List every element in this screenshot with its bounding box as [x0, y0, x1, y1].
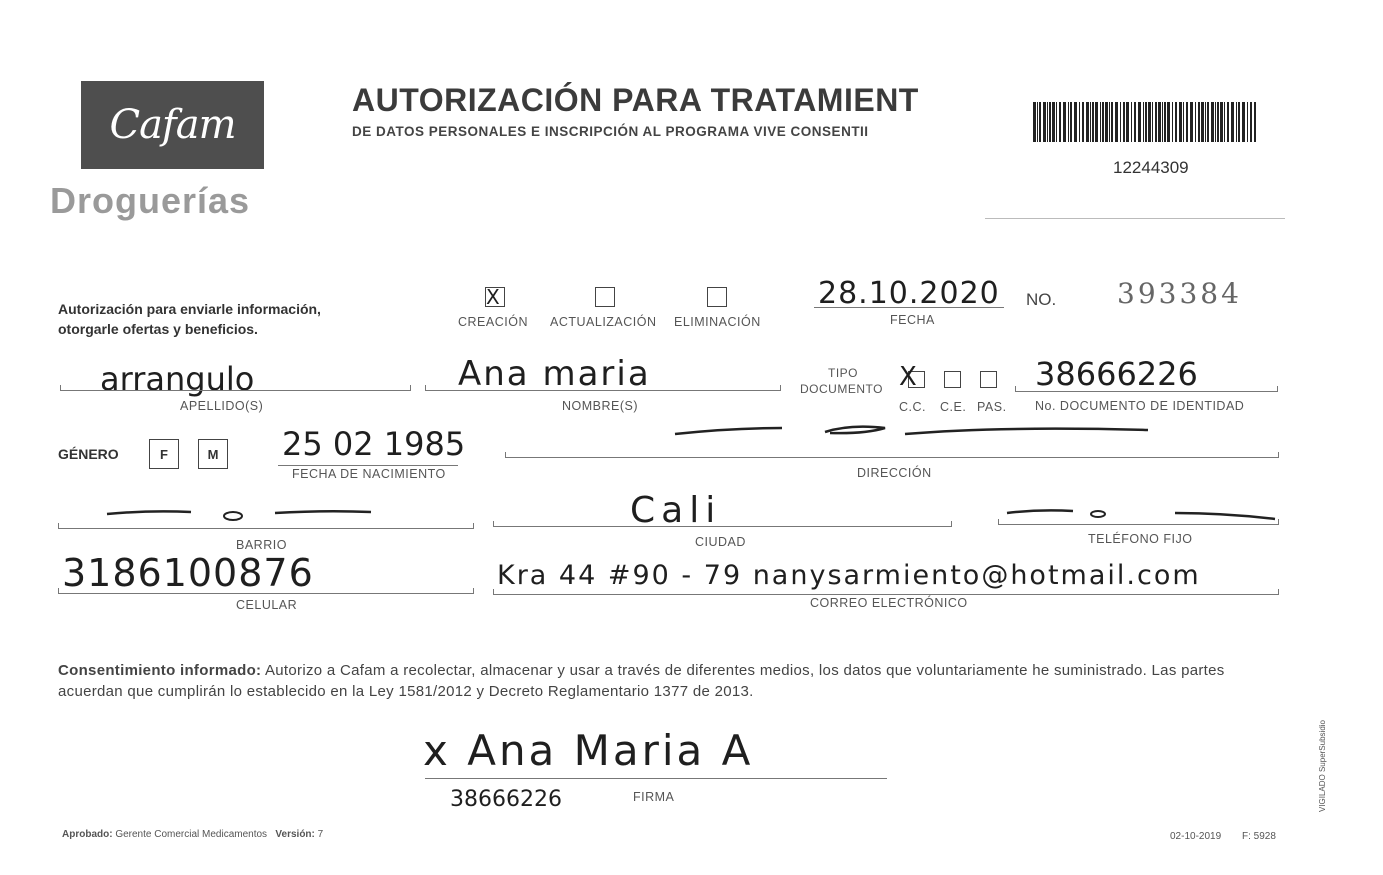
- no-label: NO.: [1026, 290, 1057, 309]
- auth-label-line2: otorgarle ofertas y beneficios.: [58, 321, 258, 337]
- fecha-line: [814, 307, 1004, 308]
- apellido-label: APELLIDO(S): [180, 399, 264, 413]
- barcode-bar: [1111, 102, 1113, 142]
- creacion-label: CREACIÓN: [458, 315, 528, 329]
- barcode-bar: [1236, 102, 1237, 142]
- barcode-bar: [1250, 102, 1252, 142]
- barrio-label: BARRIO: [236, 538, 287, 552]
- auth-label-line1: Autorización para enviarle información,: [58, 301, 321, 317]
- barcode-bar: [1242, 102, 1245, 142]
- actualizacion-checkbox[interactable]: [595, 287, 615, 307]
- barcode-bar: [1056, 102, 1057, 142]
- ce-checkbox[interactable]: [944, 371, 961, 388]
- creacion-mark: X: [486, 285, 500, 309]
- consent-bold: Consentimiento informado:: [58, 662, 262, 679]
- barcode-bar: [1198, 102, 1200, 142]
- barrio-handwritten-strokes: [105, 506, 375, 522]
- ciudad-tick-left: [493, 521, 494, 527]
- apellido-tick-left: [60, 385, 61, 391]
- apellido-value: arrangulo: [100, 360, 255, 398]
- barcode-bar: [1231, 102, 1234, 142]
- barcode-bar: [1105, 102, 1108, 142]
- cc-mark: X: [899, 362, 917, 392]
- celular-tick-left: [58, 588, 59, 594]
- doc-tick-left: [1015, 386, 1016, 392]
- barcode-bar: [1215, 102, 1216, 142]
- barcode-bar: [1195, 102, 1196, 142]
- barcode-bar: [1092, 102, 1094, 142]
- vigilado-vertical-text: VIGILADO SuperSubsidio: [1318, 720, 1327, 813]
- barcode-bar: [1172, 102, 1173, 142]
- nombre-line[interactable]: [425, 390, 780, 391]
- barcode-bar: [1138, 102, 1141, 142]
- barcode-bar: [1205, 102, 1206, 142]
- barcode-bar: [1211, 102, 1214, 142]
- no-value: 393384: [1117, 277, 1242, 310]
- direccion-label: DIRECCIÓN: [857, 466, 932, 480]
- eliminacion-checkbox[interactable]: [707, 287, 727, 307]
- barrio-tick-left: [58, 523, 59, 529]
- barcode-bar: [1186, 102, 1188, 142]
- firma-label: FIRMA: [633, 790, 675, 804]
- footer-form-code: F: 5928: [1242, 831, 1276, 842]
- footer-approval: [62, 829, 323, 840]
- barcode-bar: [1063, 102, 1066, 142]
- barcode-bar: [1238, 102, 1240, 142]
- form-subtitle: DE DATOS PERSONALES E INSCRIPCIÓN AL PROGRAMA VIVE CONSENTII: [352, 124, 869, 139]
- barcode-bar: [1164, 102, 1166, 142]
- barcode-bar: [1079, 102, 1080, 142]
- celular-line[interactable]: [58, 593, 473, 594]
- apellido-line[interactable]: [60, 390, 410, 391]
- barcode-bar: [1102, 102, 1104, 142]
- cc-label: C.C.: [899, 400, 926, 414]
- signature-id: 38666226: [450, 787, 562, 812]
- tipo-label-1: TIPO: [828, 366, 859, 380]
- barcode-bar: [1201, 102, 1204, 142]
- logo-text: Cafam: [109, 102, 236, 148]
- signature-value: x Ana Maria A: [423, 726, 754, 775]
- correo-label: CORREO ELECTRÓNICO: [810, 596, 968, 610]
- barcode-bar: [1224, 102, 1225, 142]
- barcode-bar: [1155, 102, 1157, 142]
- nombre-tick-left: [425, 385, 426, 391]
- barcode-bar: [1207, 102, 1209, 142]
- nacimiento-line[interactable]: [278, 465, 458, 466]
- barcode-bar: [1148, 102, 1151, 142]
- nombre-value: Ana maria: [458, 354, 651, 394]
- barcode-bar: [1086, 102, 1089, 142]
- direccion-tick-left: [505, 452, 506, 458]
- version-value: 7: [317, 829, 324, 840]
- barcode-bar: [1037, 102, 1038, 142]
- ce-label: C.E.: [940, 400, 967, 414]
- barcode-bar: [1227, 102, 1229, 142]
- barcode: [1033, 102, 1256, 142]
- telefono-label: TELÉFONO FIJO: [1088, 532, 1193, 546]
- nombre-tick-right: [780, 385, 781, 391]
- signature-line[interactable]: [425, 778, 887, 779]
- barcode-bar: [1039, 102, 1041, 142]
- fecha-value: 28.10.2020: [818, 276, 1000, 311]
- nombre-label: NOMBRE(S): [562, 399, 639, 413]
- barcode-bar: [1158, 102, 1161, 142]
- barcode-bar: [1134, 102, 1136, 142]
- barrio-line[interactable]: [58, 528, 473, 529]
- barcode-bar: [1120, 102, 1121, 142]
- barcode-bar: [1145, 102, 1147, 142]
- barcode-bar: [1220, 102, 1223, 142]
- creacion-checkbox[interactable]: [485, 287, 505, 307]
- genero-f-box[interactable]: F: [149, 439, 179, 469]
- barcode-bar: [1100, 102, 1101, 142]
- barcode-bar: [1254, 102, 1256, 142]
- barcode-bar: [1082, 102, 1084, 142]
- celular-tick-right: [473, 588, 474, 594]
- correo-line[interactable]: [493, 594, 1278, 595]
- barcode-bar: [1162, 102, 1163, 142]
- genero-label: GÉNERO: [58, 446, 119, 462]
- direccion-tick-right: [1278, 452, 1279, 458]
- cafam-logo: [81, 81, 264, 169]
- barcode-bar: [1033, 102, 1036, 142]
- correo-tick-left: [493, 589, 494, 595]
- apellido-tick-right: [410, 385, 411, 391]
- barcode-bar: [1059, 102, 1061, 142]
- correo-tick-right: [1278, 589, 1279, 595]
- cc-checkbox[interactable]: [899, 362, 925, 392]
- aprobado-label: Aprobado:: [62, 829, 113, 840]
- barcode-bar: [1049, 102, 1051, 142]
- telefono-handwritten-strokes: [1005, 505, 1280, 523]
- barcode-bar: [1109, 102, 1110, 142]
- celular-value: 3186100876: [62, 551, 314, 595]
- ciudad-value: Cali: [630, 490, 722, 531]
- aprobado-value: Gerente Comercial Medicamentos: [115, 829, 268, 840]
- pas-checkbox[interactable]: [980, 371, 997, 388]
- barcode-bar: [1175, 102, 1177, 142]
- doc-number-line[interactable]: [1015, 391, 1277, 392]
- ciudad-label: CIUDAD: [695, 535, 746, 549]
- eliminacion-label: ELIMINACIÓN: [674, 315, 761, 329]
- barcode-bar: [1152, 102, 1153, 142]
- pas-label: PAS.: [977, 400, 1007, 414]
- ciudad-line[interactable]: [493, 526, 951, 527]
- celular-label: CELULAR: [236, 598, 298, 612]
- telefono-line[interactable]: [998, 524, 1278, 525]
- nacimiento-label: FECHA DE NACIMIENTO: [292, 467, 446, 481]
- barcode-bar: [1143, 102, 1144, 142]
- direccion-line[interactable]: [505, 457, 1278, 458]
- barcode-bar: [1052, 102, 1055, 142]
- form-title: AUTORIZACIÓN PARA TRATAMIENT: [352, 82, 919, 118]
- nacimiento-value: 25 02 1985: [282, 425, 466, 463]
- barcode-bar: [1074, 102, 1077, 142]
- actualizacion-label: ACTUALIZACIÓN: [550, 315, 657, 329]
- telefono-tick-left: [998, 519, 999, 525]
- direccion-handwritten-strokes: [670, 420, 1150, 440]
- barrio-tick-right: [473, 523, 474, 529]
- barcode-bar: [1123, 102, 1125, 142]
- barcode-bar: [1068, 102, 1069, 142]
- barcode-bar: [1090, 102, 1091, 142]
- telefono-tick-right: [1278, 519, 1279, 525]
- correo-value: Kra 44 #90 - 79 nanysarmiento@hotmail.com: [497, 560, 1201, 591]
- barcode-bar: [1217, 102, 1219, 142]
- barcode-bar: [1115, 102, 1118, 142]
- barcode-bar: [1126, 102, 1129, 142]
- doc-tick-right: [1277, 386, 1278, 392]
- tipo-label-2: DOCUMENTO: [800, 382, 883, 396]
- consent-paragraph: [58, 660, 1288, 702]
- logo-subtext: Droguerías: [50, 180, 251, 221]
- doc-number-value: 38666226: [1035, 355, 1198, 393]
- barcode-number: 12244309: [1113, 158, 1189, 177]
- barcode-bar: [1179, 102, 1182, 142]
- barcode-bar: [1247, 102, 1248, 142]
- doc-number-label: No. DOCUMENTO DE IDENTIDAD: [1035, 399, 1245, 413]
- consent-text: Autorizo a Cafam a recolectar, almacenar y usar a través de diferentes medios, los datos que voluntariamente he suministrado. Las partes acuerdan que cumplirán lo establecido en la Ley 1581/2012 y Decreto Reglamentario 1377 de 2013.: [58, 662, 1225, 700]
- footer-date-code: 02-10-2019: [1170, 831, 1222, 842]
- fecha-label: FECHA: [890, 313, 935, 327]
- barcode-bar: [1043, 102, 1046, 142]
- barcode-bar: [1047, 102, 1048, 142]
- barcode-bar: [1131, 102, 1132, 142]
- genero-m-box[interactable]: M: [198, 439, 228, 469]
- barcode-bar: [1190, 102, 1193, 142]
- barcode-bar: [1167, 102, 1170, 142]
- version-label: Versión:: [275, 829, 315, 840]
- barcode-bar: [1183, 102, 1184, 142]
- header-divider: [985, 218, 1285, 219]
- barcode-bar: [1070, 102, 1072, 142]
- ciudad-tick-right: [951, 521, 952, 527]
- barcode-bar: [1095, 102, 1098, 142]
